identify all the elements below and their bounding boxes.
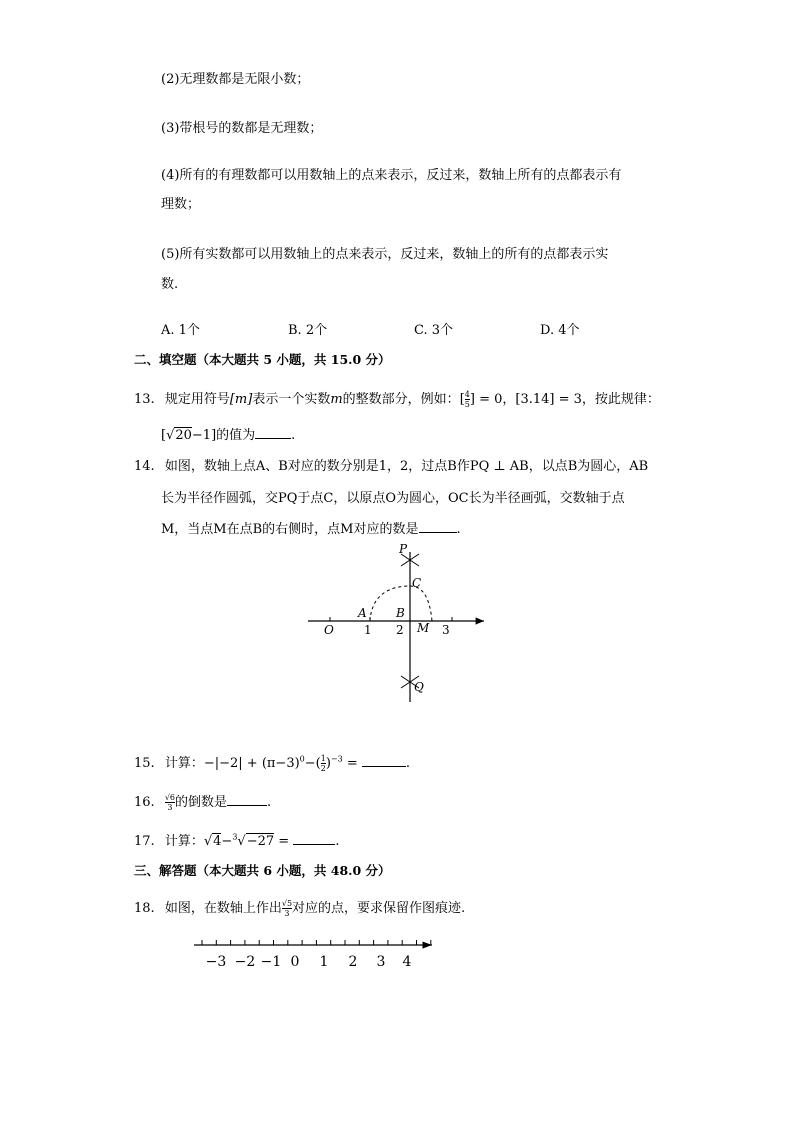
q13-expr: −1] (191, 428, 217, 443)
option-b[interactable]: B. 2个 (288, 323, 328, 338)
q17-cube-index: 3 (232, 832, 238, 842)
question-number: 16. (134, 795, 155, 810)
statement-5-line2: 数. (161, 277, 179, 292)
q17-radicand: −27 (246, 834, 275, 849)
q13-text: ，按此规律： (581, 392, 660, 407)
number-line-figure (300, 540, 500, 710)
q17-eq: = (274, 834, 294, 849)
q14-line1: 如图，数轴上点A、B对应的数分别是1，2，过点B作PQ ⊥ AB，以点B为圆心，AB (164, 459, 649, 474)
question-number: 14. (134, 459, 155, 474)
number-line-q18 (188, 934, 438, 974)
q18-tick-label: −3 (205, 954, 227, 970)
q18-text: 对应的点，要求保留作图痕迹. (292, 901, 466, 916)
q18-fraction: $\frac{√5}{3}$ (281, 899, 293, 918)
label-c: C (412, 576, 422, 590)
q13-fraction: $\frac{4}{5}$ (464, 390, 470, 409)
q14-line3: M，当点M在点B的右侧时，点M对应的数是 (161, 522, 419, 537)
option-a[interactable]: A. 1个 (161, 323, 200, 338)
answer-blank[interactable] (419, 520, 457, 533)
label-a: A (358, 606, 367, 620)
question-number: 15. (134, 756, 155, 771)
q18-tick-labels (206, 954, 412, 970)
question-18 (134, 897, 465, 918)
label-p: P (399, 542, 408, 556)
q13-end: . (291, 428, 296, 443)
question-14 (134, 455, 648, 474)
answer-blank[interactable] (362, 754, 406, 767)
q13-eq: = 0， (479, 392, 516, 407)
answer-blank[interactable] (293, 832, 335, 845)
q15-end: . (405, 756, 411, 771)
section-heading-answer: 三、解答题（本大题共 6 小题，共 48.0 分） (134, 863, 391, 878)
option-d[interactable]: D. 4个 (540, 323, 580, 338)
q17-radicand: 4 (213, 834, 222, 849)
q15-eq: = (342, 756, 362, 771)
q17-sqrt: √ (203, 834, 213, 849)
q16-fraction: $\frac{√6}{3}$ (164, 793, 176, 812)
question-14-line3 (161, 518, 461, 537)
q18-ticks (202, 940, 438, 945)
q17-end: . (335, 834, 340, 849)
q17-sqrt: √ (237, 834, 246, 849)
label-2: 2 (396, 623, 404, 637)
question-number: 13. (134, 392, 155, 407)
q13-bracket-m: [m] (229, 392, 253, 407)
q18-tick-label: 1 (319, 954, 329, 970)
q13-text: 的整数部分，例如： (342, 392, 460, 407)
question-number: 17. (134, 834, 155, 849)
q13-text: 的值为 (216, 428, 256, 443)
q18-tick-label: 4 (402, 954, 412, 970)
statement-5-line1: (5)所有实数都可以用数轴上的点来表示，反过来，数轴上的所有的点都表示实 (161, 247, 609, 262)
q18-tick-label: 3 (376, 954, 386, 970)
question-16 (134, 791, 271, 812)
statement-3: (3)带根号的数都是无理数； (161, 121, 323, 136)
q18-tick-label: −1 (260, 954, 282, 970)
q18-text: 如图，在数轴上作出 (164, 901, 282, 916)
q14-line2: 长为半径作圆弧，交PQ于点C，以原点O为圆心，OC长为半径画弧，交数轴于点 (161, 491, 625, 506)
q15-label: 计算： (164, 756, 204, 771)
label-o: O (324, 623, 334, 637)
answer-blank[interactable] (255, 426, 291, 439)
statement-4-line2: 理数； (161, 197, 201, 212)
q16-end: . (267, 795, 272, 810)
q15-fraction: $\frac{1}{2}$ (320, 754, 326, 773)
q18-tick-label: 0 (290, 954, 300, 970)
q13-example: [3.14] = 3 (515, 392, 582, 407)
question-15 (134, 752, 410, 773)
section-heading-fill-in: 二、填空题（本大题共 5 小题，共 15.0 分） (134, 352, 391, 367)
question-13-line2 (161, 424, 295, 443)
question-13: 13. 规定用符号[m]表示一个实数m的整数部分，例如：[ $\frac{4}{5}$ ] = 0，[3.14] = 3，按此规律： (134, 390, 660, 409)
q13-radicand: 20 (175, 428, 192, 443)
label-q: Q (414, 680, 424, 694)
q14-end: . (456, 522, 461, 537)
label-1: 1 (364, 623, 372, 637)
q16-text: 的倒数是 (175, 795, 228, 810)
q17-minus: − (221, 834, 233, 849)
question-17 (134, 830, 339, 849)
q18-tick-label: −2 (234, 954, 256, 970)
question-number: 18. (134, 901, 155, 916)
q15-expr: −( (304, 756, 321, 771)
q18-tick-label: 2 (348, 954, 358, 970)
option-c[interactable]: C. 3个 (414, 323, 454, 338)
answer-blank[interactable] (227, 793, 267, 806)
q15-expr: ) (325, 756, 331, 771)
q15-exponent: 0 (299, 754, 305, 764)
q15-exponent: −3 (330, 754, 343, 764)
q13-var: m (330, 392, 343, 407)
q17-label: 计算： (164, 834, 204, 849)
q15-expr: −|−2| + (π−3) (203, 756, 300, 771)
label-m: M (417, 621, 430, 635)
statement-4-line1: (4)所有的有理数都可以用数轴上的点来表示，反过来，数轴上所有的点都表示有 (161, 168, 622, 183)
label-3: 3 (442, 623, 450, 637)
q13-expr: [√ (161, 428, 175, 443)
statement-2: (2)无理数都是无限小数； (161, 72, 310, 87)
q13-text: 表示一个实数 (252, 392, 331, 407)
label-b: B (396, 606, 405, 620)
q13-text: 规定用符号 (164, 392, 230, 407)
